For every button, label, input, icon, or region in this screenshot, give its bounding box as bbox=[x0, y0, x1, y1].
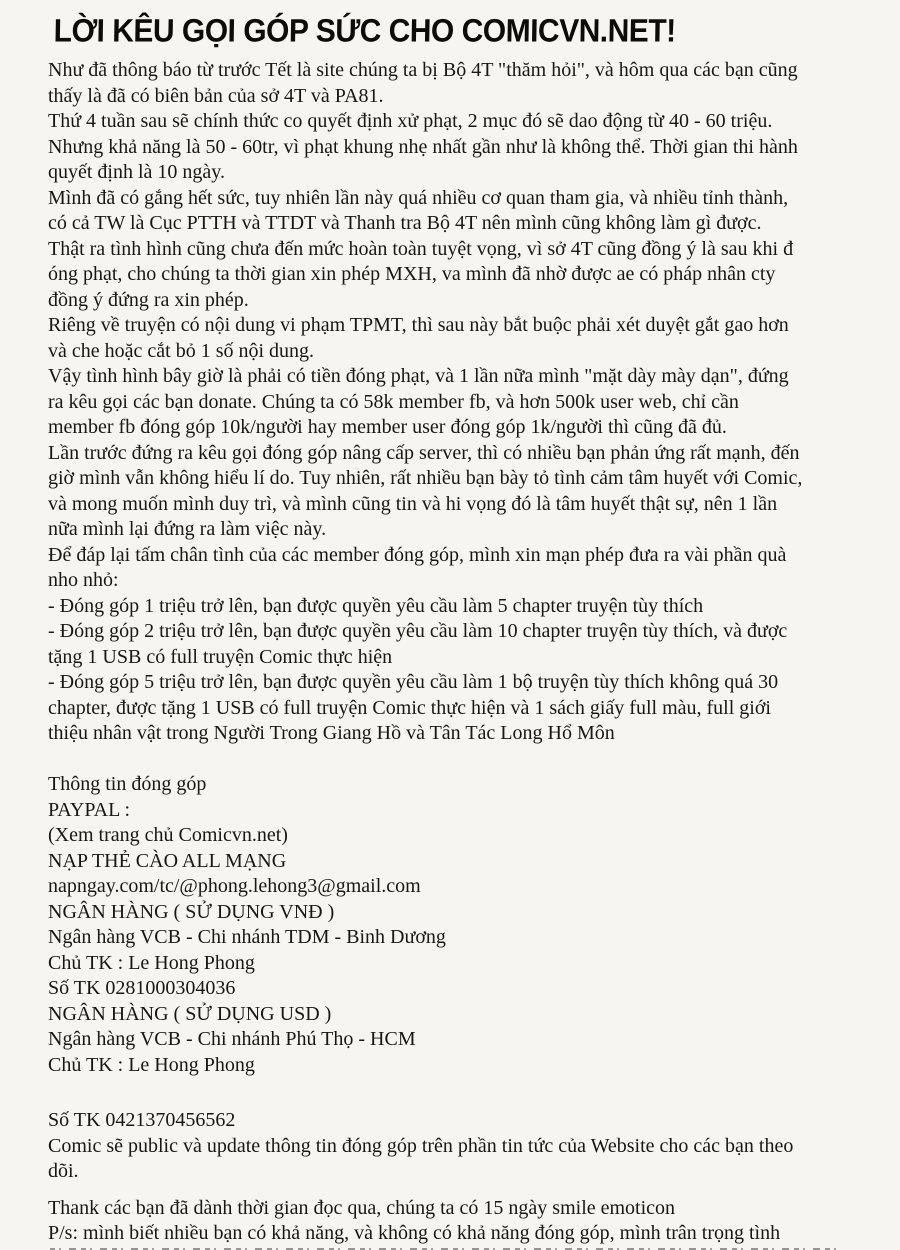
text-line: Để đáp lại tấm chân tình của các member đóng góp, mình xin mạn phép đưa ra vài phần quà bbox=[48, 543, 787, 566]
text-line: Như đã thông báo từ trước Tết là site chúng ta bị Bộ 4T "thăm hỏi", và hôm qua các bạn cũng bbox=[48, 59, 798, 81]
text-line: thiệu nhân vật trong Người Trong Giang Hồ và Tân Tác Long Hổ Môn bbox=[48, 722, 615, 744]
text-line: Thank các bạn đã dành thời gian đọc qua, chúng ta có 15 ngày smile emoticon bbox=[48, 1196, 676, 1219]
text-line: có cả TW là Cục PTTH và TTDT và Thanh tra Bộ 4T nên mình cũng không làm gì được. bbox=[48, 212, 762, 234]
text-line: NGÂN HÀNG ( SỬ DỤNG USD ) bbox=[48, 1002, 332, 1025]
text-line: Mình đã có gắng hết sức, tuy nhiên lần này quá nhiều cơ quan tham gia, và nhiều tỉnh thành, bbox=[48, 186, 789, 209]
text-line: chapter, được tặng 1 USB có full truyện Comic thực hiện và 1 sách giấy full màu, full giới bbox=[48, 696, 771, 719]
text-line: ra kêu gọi các bạn donate. Chúng ta có 58k member fb, và hơn 500k user web, chỉ cần bbox=[48, 390, 739, 413]
text-line: Thứ 4 tuần sau sẽ chính thức co quyết định xử phạt, 2 mục đó sẽ dao động từ 40 - 60 triệu. bbox=[48, 110, 773, 132]
text-line: Thông tin đóng góp bbox=[48, 773, 207, 795]
text-line: - Đóng góp 2 triệu trở lên, bạn được quyền yêu cầu làm 10 chapter truyện tùy thích, và được bbox=[48, 620, 788, 642]
closing-note bbox=[48, 1196, 864, 1247]
donation-info bbox=[48, 772, 864, 1078]
text-line: Lần trước đứng ra kêu gọi đóng góp nâng cấp server, thì có nhiều bạn phản ứng rất mạnh, đến bbox=[48, 441, 800, 464]
text-line: Số TK 0421370456562 bbox=[48, 1109, 236, 1131]
text-line: tặng 1 USB có full truyện Comic thực hiện bbox=[48, 645, 393, 668]
text-line: nho nhỏ: bbox=[48, 569, 119, 591]
text-line: Ngân hàng VCB - Chi nhánh TDM - Binh Dương bbox=[48, 926, 446, 948]
text-line: napngay.com/tc/@phong.lehong3@gmail.com bbox=[48, 875, 421, 897]
text-line: giờ mình vẫn không hiểu lí do. Tuy nhiên, rất nhiều bạn bày tỏ tình cảm tâm huyết với Comic, bbox=[48, 467, 803, 489]
text-line: - Đóng góp 1 triệu trở lên, bạn được quyền yêu cầu làm 5 chapter truyện tùy thích bbox=[48, 594, 704, 617]
text-line: PAYPAL : bbox=[48, 798, 131, 821]
text-line: NẠP THẺ CÀO ALL MẠNG bbox=[48, 849, 287, 872]
text-line: Chủ TK : Le Hong Phong bbox=[48, 951, 255, 974]
text-line: đồng ý đứng ra xin phép. bbox=[48, 288, 249, 311]
text-line: Vậy tình hình bây giờ là phải có tiền đóng phạt, và 1 lần nữa mình "mặt dày mày dạn", đứng bbox=[48, 365, 789, 387]
text-line: (Xem trang chủ Comicvn.net) bbox=[48, 824, 288, 846]
page-title: LỜI KÊU GỌI GÓP SỨC CHO COMICVN.NET! bbox=[53, 13, 676, 49]
text-line: Riêng về truyện có nội dung vi phạm TPMT, thì sau này bắt buộc phải xét duyệt gắt gao hơn bbox=[48, 314, 789, 336]
text-line: Số TK 0281000304036 bbox=[48, 977, 236, 999]
text-line: - Đóng góp 5 triệu trở lên, bạn được quyền yêu cầu làm 1 bộ truyện tùy thích không quá 30 bbox=[48, 671, 779, 693]
text-line: NGÂN HÀNG ( SỬ DỤNG VNĐ ) bbox=[48, 900, 335, 923]
text-line: nữa mình lại đứng ra làm việc này. bbox=[48, 518, 327, 540]
text-line: và mong muốn mình duy trì, và mình cũng tin và hi vọng đó là tâm huyết thật sự, nên 1 lần bbox=[48, 492, 778, 515]
main-paragraph bbox=[48, 58, 864, 747]
text-line: member fb đóng góp 10k/người hay member user đóng góp 1k/người thì cũng đã đủ. bbox=[48, 416, 727, 438]
text-line: Comic sẽ public và update thông tin đóng góp trên phần tin tức của Website cho các bạn theo bbox=[48, 1134, 794, 1157]
text-line: Chủ TK : Le Hong Phong bbox=[48, 1053, 255, 1076]
text-line: thấy là đã có biên bản của sở 4T và PA81. bbox=[48, 84, 384, 107]
text-line: óng phạt, cho chúng ta thời gian xin phép MXH, va mình đã nhờ được ae có pháp nhân cty bbox=[48, 263, 776, 285]
text-line: dõi. bbox=[48, 1160, 79, 1182]
text-line: P/s: mình biết nhiều bạn có khả năng, và không có khả năng đóng góp, mình trân trọng tình bbox=[48, 1222, 781, 1244]
text-line: quyết định là 10 ngày. bbox=[48, 161, 226, 183]
usd-account-details bbox=[48, 1108, 864, 1185]
text-line: và che hoặc cắt bỏ 1 số nội dung. bbox=[48, 339, 315, 362]
text-line: Ngân hàng VCB - Chi nhánh Phú Thọ - HCM bbox=[48, 1028, 416, 1050]
text-line: Nhưng khả năng là 50 - 60tr, vì phạt khung nhẹ nhất gần như là không thể. Thời gian thi hành bbox=[48, 135, 798, 158]
text-line: Thật ra tình hình cũng chưa đến mức hoàn toàn tuyệt vọng, vì sở 4T cũng đồng ý là sau khi đ bbox=[48, 237, 794, 260]
